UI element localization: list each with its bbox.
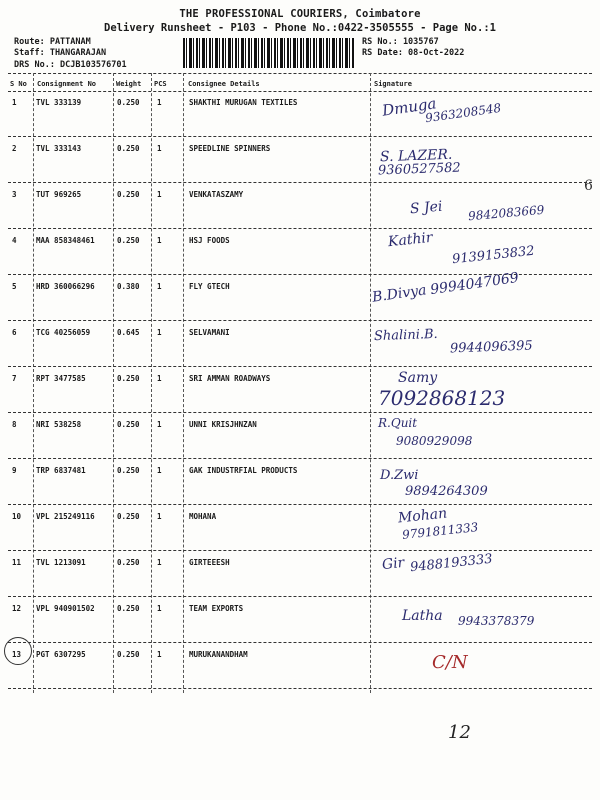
company-title: THE PROFESSIONAL COURIERS, Coimbatore xyxy=(179,8,421,20)
row-pcs: 1 xyxy=(157,374,162,383)
row-sno: 1 xyxy=(12,98,17,107)
row-signature-phone: 7092868123 xyxy=(378,386,506,410)
row-sno: 8 xyxy=(12,420,17,429)
row-separator xyxy=(8,596,592,597)
row-signature-phone: 9944096395 xyxy=(449,338,533,357)
col-header-sno: S No xyxy=(10,80,27,88)
row-consignee-details: SRI AMMAN ROADWAYS xyxy=(189,374,271,383)
rs-number: RS No.: 1035767 xyxy=(362,37,439,47)
row-consignment-no: TVL 333139 xyxy=(36,98,82,107)
col-header-details: Consignee Details xyxy=(188,80,260,88)
row-weight: 0.250 xyxy=(117,512,140,521)
row-signature-name: Shalini.B. xyxy=(373,326,438,345)
row-weight: 0.380 xyxy=(117,282,140,291)
row-consignment-no: MAA 858348461 xyxy=(36,236,95,245)
row-sno: 2 xyxy=(12,144,17,153)
row-weight: 0.250 xyxy=(117,98,140,107)
row-pcs: 1 xyxy=(157,466,162,475)
row-consignee-details: TEAM EXPORTS xyxy=(189,604,244,613)
barcode xyxy=(183,38,355,68)
row-separator xyxy=(8,182,592,183)
row-separator xyxy=(8,642,592,643)
row-weight: 0.250 xyxy=(117,190,140,199)
row-consignment-no: TUT 969265 xyxy=(36,190,82,199)
row-sno: 5 xyxy=(12,282,17,291)
row-consignment-no: VPL 215249116 xyxy=(36,512,95,521)
row-weight: 0.250 xyxy=(117,558,140,567)
col-header-signature: Signature xyxy=(374,80,412,88)
row-pcs: 1 xyxy=(157,282,162,291)
row-signature-phone: 9894264309 xyxy=(405,484,488,499)
handwritten-page-count: 6 xyxy=(584,178,593,194)
row-weight: 0.250 xyxy=(117,236,140,245)
col-divider xyxy=(183,73,184,693)
row-consignee-details: GAK INDUSTRFIAL PRODUCTS xyxy=(189,466,298,475)
row-signature-name: S. LAZER. xyxy=(379,146,453,166)
row-separator xyxy=(8,550,592,551)
row-consignment-no: PGT 6307295 xyxy=(36,650,86,659)
row-consignment-no: NRI 538258 xyxy=(36,420,82,429)
drs-number: DRS No.: DCJB103576701 xyxy=(14,60,127,70)
row-separator xyxy=(8,412,592,413)
table-top-rule xyxy=(8,73,592,74)
row-signature-name: Kathir xyxy=(387,229,434,251)
row-consignment-no: VPL 940901502 xyxy=(36,604,95,613)
row-consignee-details: HSJ FOODS xyxy=(189,236,230,245)
runsheet-subtitle: Delivery Runsheet - P103 - Phone No.:0422-3505555 - Page No.:1 xyxy=(104,22,496,34)
col-divider xyxy=(370,73,371,693)
row-signature-phone: 9488193333 xyxy=(409,551,494,576)
row-signature-name: S Jei xyxy=(409,198,444,218)
row-sno: 13 xyxy=(12,650,22,659)
row-13-circle-mark xyxy=(4,637,32,665)
row-consignee-details: GIRTEEESH xyxy=(189,558,230,567)
col-header-weight: Weight xyxy=(116,80,142,88)
col-divider xyxy=(113,73,114,693)
row-signature-name: Mohan xyxy=(397,505,448,527)
row-consignment-no: HRD 360066296 xyxy=(36,282,95,291)
row-consignee-details: FLY GTECH xyxy=(189,282,230,291)
row-consignee-details: MOHANA xyxy=(189,512,217,521)
row-sno: 10 xyxy=(12,512,22,521)
col-header-pcs: PCS xyxy=(154,80,167,88)
row-separator xyxy=(8,688,592,689)
row-weight: 0.250 xyxy=(117,420,140,429)
row-sno: 3 xyxy=(12,190,17,199)
handwritten-footer-count: 12 xyxy=(448,722,471,743)
row-signature-name: Dmuga xyxy=(381,94,438,120)
row-consignment-no: TVL 1213091 xyxy=(36,558,86,567)
row-sno: 6 xyxy=(12,328,17,337)
row-weight: 0.250 xyxy=(117,144,140,153)
row-signature-name: Gir xyxy=(381,554,406,574)
row-weight: 0.250 xyxy=(117,466,140,475)
row-pcs: 1 xyxy=(157,328,162,337)
row-sno: 11 xyxy=(12,558,22,567)
row-signature-name: Latha xyxy=(402,608,443,624)
row-signature-name: R.Quit xyxy=(378,416,418,430)
col-header-consignment: Consignment No xyxy=(37,80,97,88)
row-signature-phone: 9080929098 xyxy=(396,434,473,448)
row-consignee-details: SPEEDLINE SPINNERS xyxy=(189,144,271,153)
row-weight: 0.250 xyxy=(117,650,140,659)
route-label: Route: PATTANAM xyxy=(14,37,91,47)
row-signature-name: D.Zwi xyxy=(380,468,419,483)
row-weight: 0.645 xyxy=(117,328,140,337)
rs-date: RS Date: 08-Oct-2022 xyxy=(362,48,465,58)
row-pcs: 1 xyxy=(157,98,162,107)
row-signature-phone: 9360527582 xyxy=(377,160,461,179)
col-divider xyxy=(151,73,152,693)
row-consignee-details: VENKATASZAMY xyxy=(189,190,244,199)
row-pcs: 1 xyxy=(157,558,162,567)
row-weight: 0.250 xyxy=(117,374,140,383)
row-consignee-details: MURUKANANDHAM xyxy=(189,650,248,659)
row-separator xyxy=(8,458,592,459)
row-separator xyxy=(8,504,592,505)
row-separator xyxy=(8,136,592,137)
row-consignment-no: TVL 333143 xyxy=(36,144,82,153)
row-pcs: 1 xyxy=(157,512,162,521)
row-separator xyxy=(8,320,592,321)
cn-handwritten-mark: C/N xyxy=(432,652,468,673)
row-pcs: 1 xyxy=(157,420,162,429)
row-signature-phone: 9842083669 xyxy=(467,202,545,224)
row-pcs: 1 xyxy=(157,236,162,245)
row-separator xyxy=(8,228,592,229)
row-signature-name: B.Divya xyxy=(371,282,428,306)
row-sno: 7 xyxy=(12,374,17,383)
row-sno: 12 xyxy=(12,604,22,613)
row-signature-phone: 9994047069 xyxy=(429,269,520,299)
col-divider xyxy=(33,73,34,693)
row-consignment-no: RPT 3477585 xyxy=(36,374,86,383)
row-pcs: 1 xyxy=(157,650,162,659)
row-pcs: 1 xyxy=(157,604,162,613)
row-consignee-details: SELVAMANI xyxy=(189,328,230,337)
row-separator xyxy=(8,366,592,367)
row-signature-name: Samy xyxy=(398,370,438,386)
row-sno: 4 xyxy=(12,236,17,245)
row-consignment-no: TCG 40256059 xyxy=(36,328,91,337)
row-signature-phone: 9943378379 xyxy=(458,614,535,628)
row-signature-phone: 9791811333 xyxy=(401,520,479,542)
row-pcs: 1 xyxy=(157,144,162,153)
row-consignee-details: SHAKTHI MURUGAN TEXTILES xyxy=(189,98,298,107)
row-weight: 0.250 xyxy=(117,604,140,613)
row-sno: 9 xyxy=(12,466,17,475)
row-consignment-no: TRP 6837481 xyxy=(36,466,86,475)
row-consignee-details: UNNI KRISJHNZAN xyxy=(189,420,257,429)
row-signature-phone: 9139153832 xyxy=(451,243,536,268)
row-signature-phone: 9363208548 xyxy=(424,100,502,126)
row-pcs: 1 xyxy=(157,190,162,199)
staff-label: Staff: THANGARAJAN xyxy=(14,48,107,58)
header-bottom-rule xyxy=(8,91,592,92)
